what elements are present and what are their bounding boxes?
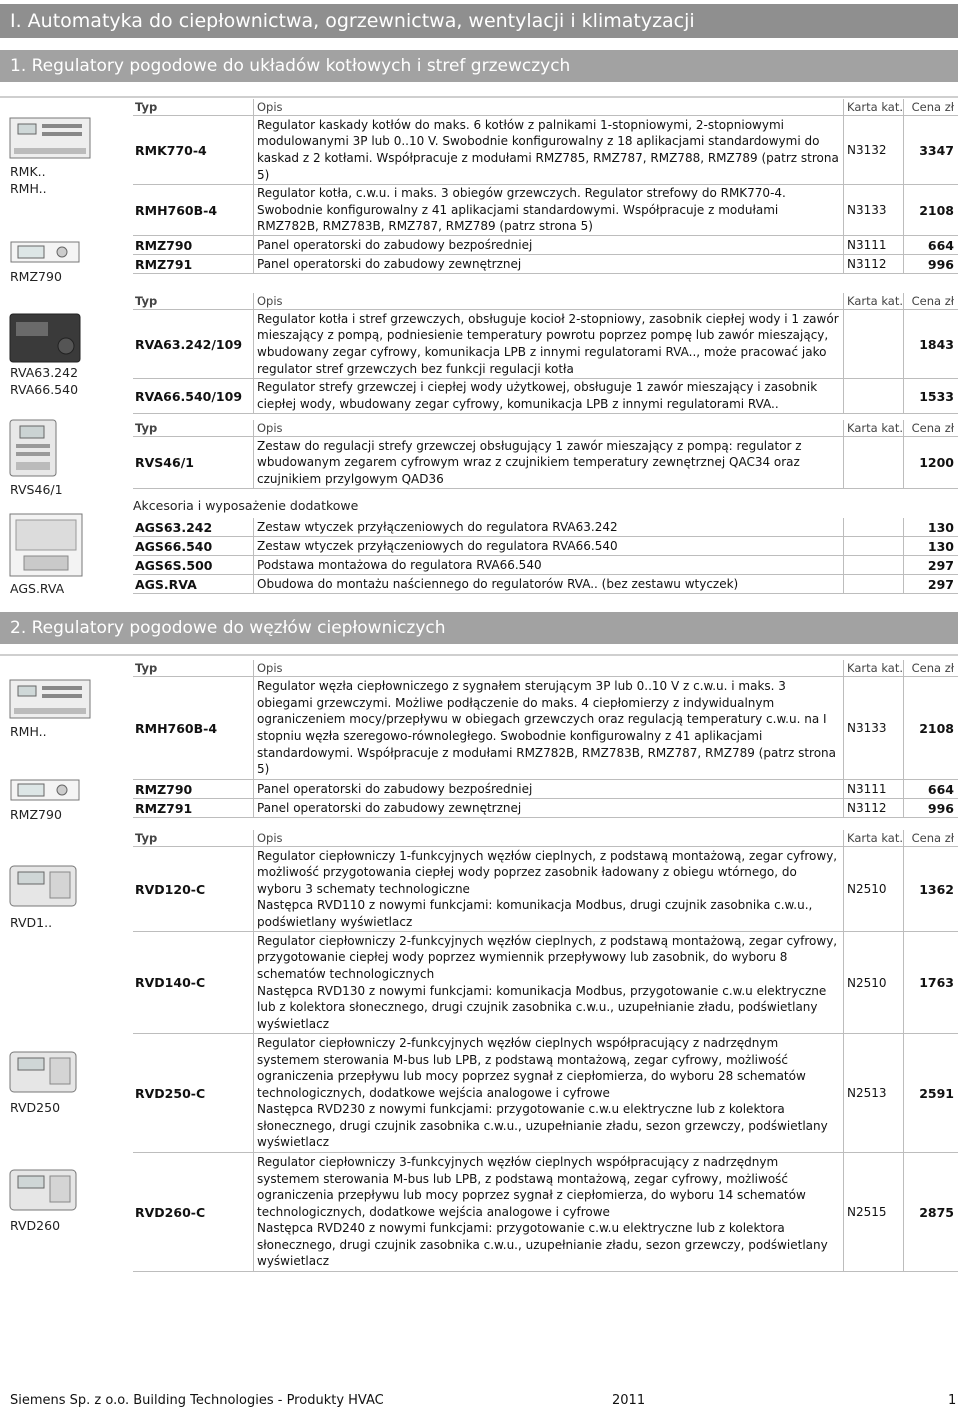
footer-page: 1: [948, 1393, 957, 1408]
table-row: [133, 537, 958, 556]
label-rmk: RMK..: [10, 164, 46, 179]
product-description: Panel operatorski do zabudowy bezpośredniej: [253, 780, 843, 798]
col-typ-header: Typ: [135, 831, 158, 845]
col-opis-header: Opis: [253, 660, 843, 676]
label-rvd250: RVD250: [10, 1100, 61, 1115]
catalog-sheet: [843, 556, 903, 574]
product-description: Regulator strefy grzewczej i ciepłej wody użytkowej, obsługuje 1 zawór mieszający i zasobnik ciepłej wody, wbudowany zegar cyfrowy, komunikacja LPB z innymi regulatorami RVA..: [253, 379, 843, 413]
table-block-e: [133, 830, 958, 1272]
label-rvd260: RVD260: [10, 1218, 61, 1233]
price: 130: [903, 537, 958, 555]
col-cena-header: Cena zł: [903, 99, 958, 115]
catalog-sheet: N3133: [843, 185, 903, 235]
table-header: [133, 420, 958, 437]
label-rmz790: RMZ790: [10, 269, 62, 284]
catalog-sheet: N3133: [843, 677, 903, 779]
rvs46-device-image: [8, 418, 60, 478]
price: 2591: [903, 1034, 958, 1152]
catalog-sheet: [843, 518, 903, 536]
col-opis-header: Opis: [253, 830, 843, 846]
col-cena-header: Cena zł: [903, 830, 958, 846]
rmh-device-image: [8, 676, 94, 722]
rmz790-device-image: [10, 240, 82, 264]
table-header: [133, 830, 958, 847]
label-rvd1: RVD1..: [10, 915, 53, 930]
table-row: [133, 932, 958, 1034]
product-description: Regulator ciepłowniczy 2-funkcyjnych węzłów cieplnych współpracujący z nadrzędnym systemem sterowania M-bus lub LPB, z podstawą montażową, zegar cyfrowy, możliwość ograniczenia przepływu lub mocy poprzez sygnał z ciepłomierza, do wyboru 28 schematów technologicznych, dodatkowe wejścia analogowe i cyfrowe Następca RVD230 z nowymi funkcjami: przygotowanie c.w.u elektryczne lub z kolektora słonecznego, drugi czujnik zasobnika c.w.u., uzupełnianie zładu, sezon grzewczy, podświetlany wyświetlacz: [253, 1034, 843, 1152]
col-opis-header: Opis: [253, 99, 843, 115]
table-block-c: [133, 420, 958, 489]
page-title: I. Automatyka do ciepłownictwa, ogrzewnictwa, wentylacji i klimatyzacji: [0, 4, 958, 38]
price: 1362: [903, 847, 958, 931]
label-rmh: RMH..: [10, 181, 47, 196]
footer-year: 2011: [612, 1393, 646, 1408]
product-code: AGS63.242: [135, 519, 213, 535]
table-accessories: [133, 518, 958, 594]
table-block-b: [133, 293, 958, 414]
price: 130: [903, 518, 958, 536]
product-description: Podstawa montażowa do regulatora RVA66.540: [253, 556, 843, 574]
product-description: Panel operatorski do zabudowy zewnętrznej: [253, 255, 843, 273]
table-row: [133, 310, 958, 379]
rva-device-image: [8, 310, 84, 366]
product-code: RVA63.242/109: [135, 336, 243, 352]
ags-rva-device-image: [8, 512, 86, 578]
table-row: [133, 185, 958, 236]
table-row: [133, 799, 958, 818]
product-code: AGS.RVA: [135, 576, 197, 592]
rmk-device-image: [8, 112, 94, 164]
product-code: RMZ791: [135, 800, 193, 816]
price: 2108: [903, 185, 958, 235]
catalog-sheet: [843, 310, 903, 378]
price: 664: [903, 236, 958, 254]
table-row: [133, 116, 958, 185]
divider: [0, 96, 958, 98]
table-row: [133, 1153, 958, 1272]
label-ags: AGS.RVA: [10, 581, 65, 596]
product-code: RVS46/1: [135, 455, 194, 470]
catalog-sheet: N3111: [843, 780, 903, 798]
col-cena-header: Cena zł: [903, 420, 958, 436]
price: 3347: [903, 116, 958, 184]
col-typ-header: Typ: [135, 100, 158, 114]
table-row: [133, 575, 958, 594]
product-description: Panel operatorski do zabudowy bezpośredniej: [253, 236, 843, 254]
col-karta-header: Karta kat.: [843, 660, 903, 676]
product-code: RMZ790: [135, 781, 193, 797]
rvd260-device-image: [8, 1164, 80, 1214]
col-opis-header: Opis: [253, 293, 843, 309]
product-description: Obudowa do montażu naściennego do regulatorów RVA.. (bez zestawu wtyczek): [253, 575, 843, 593]
product-description: Zestaw do regulacji strefy grzewczej obsługujący 1 zawór mieszający z pompą: regulator z wbudowanym zegarem cyfrowym wraz z czujnikiem temperatury zewnętrznej QAC34 oraz czujnikiem przylgowym QAD36: [253, 437, 843, 488]
price: 2875: [903, 1153, 958, 1271]
catalog-sheet: [843, 437, 903, 488]
col-typ-header: Typ: [135, 661, 158, 675]
rvd1-device-image: [8, 860, 80, 910]
table-row: [133, 236, 958, 255]
catalog-sheet: N3132: [843, 116, 903, 184]
product-code: RVD140-C: [135, 975, 206, 990]
price: 996: [903, 255, 958, 273]
section-2-title: 2. Regulatory pogodowe do węzłów ciepłowniczych: [0, 612, 958, 644]
price: 297: [903, 575, 958, 593]
product-description: Regulator ciepłowniczy 1-funkcyjnych węzłów cieplnych, z podstawą montażową, zegar cyfrowy, możliwość przygotowania ciepłej wody poprzez zasobnik ładowany z obiegu wtórnego, do wyboru 3 schematy technologiczne Następca RVD110 z nowymi funkcjami: komunikacja Modbus, drugi czujnik zasobnika c.w.u., podświetlany wyświetlacz: [253, 847, 843, 931]
product-code: RMK770-4: [135, 142, 207, 158]
table-row: [133, 780, 958, 799]
product-code: RVA66.540/109: [135, 388, 243, 404]
table-header: [133, 99, 958, 116]
product-code: RVD120-C: [135, 881, 206, 897]
product-code: RVD260-C: [135, 1204, 206, 1220]
label-rva66: RVA66.540: [10, 382, 79, 397]
catalog-sheet: N2510: [843, 932, 903, 1033]
product-description: Zestaw wtyczek przyłączeniowych do regulatora RVA63.242: [253, 518, 843, 536]
price: 297: [903, 556, 958, 574]
catalog-sheet: [843, 379, 903, 413]
col-typ-header: Typ: [135, 294, 158, 308]
label-rmz790-2: RMZ790: [10, 807, 62, 822]
table-header: [133, 293, 958, 310]
product-code: RMZ790: [135, 237, 193, 253]
label-rvs46: RVS46/1: [10, 482, 63, 497]
product-description: Regulator kotła i stref grzewczych, obsługuje kocioł 2-stopniowy, zasobnik ciepłej wody i 1 zawór mieszający z pompą, podniesienie temperatury powrotu poprzez pompę lub zawór mieszający, wbudowany zegar cyfrowy, komunikacja LPB z innymi regulatorami RVA.., może pracować jako regulator stref grzewczych bez funkcji regulacji kotła: [253, 310, 843, 378]
catalog-sheet: N2513: [843, 1034, 903, 1152]
catalog-sheet: [843, 537, 903, 555]
col-karta-header: Karta kat.: [843, 99, 903, 115]
col-opis-header: Opis: [253, 420, 843, 436]
price: 2108: [903, 677, 958, 779]
product-description: Panel operatorski do zabudowy zewnętrznej: [253, 799, 843, 817]
price: 996: [903, 799, 958, 817]
product-description: Regulator ciepłowniczy 3-funkcyjnych węzłów cieplnych współpracujący z nadrzędnym systemem sterowania M-bus lub LPB, z podstawą montażową, zegar cyfrowy, możliwość ograniczenia przepływu lub mocy poprzez sygnał z ciepłomierza, do wyboru 14 schematów technologicznych, dodatkowe wejścia analogowe i cyfrowe Następca RVD240 z nowymi funkcjami: przygotowanie c.w.u elektryczne lub z kolektora słonecznego, drugi czujnik zasobnika c.w.u., uzupełnianie zładu, sezon grzewczy, podświetlany wyświetlacz: [253, 1153, 843, 1271]
table-row: [133, 556, 958, 575]
rmz790-device-image: [10, 778, 82, 802]
catalog-sheet: N2515: [843, 1153, 903, 1271]
catalog-sheet: N3111: [843, 236, 903, 254]
product-code: RVD250-C: [135, 1085, 206, 1101]
table-row: [133, 847, 958, 932]
table-header: [133, 660, 958, 677]
col-typ-header: Typ: [135, 421, 158, 435]
product-description: Regulator ciepłowniczy 2-funkcyjnych węzłów cieplnych, z podstawą montażową, zegar cyfrowy, przygotowanie ciepłej wody poprzez wymiennik przepływowy lub zasobnik, do wyboru 8 schematów technologicznych Następca RVD130 z nowymi funkcjami: komunikacja Modbus, przygotowanie c.w.u elektryczne lub z kolektora słonecznego, drugi czujnik zasobnika c.w.u., uzupełnianie zładu, podświetlany wyświetlacz: [253, 932, 843, 1033]
footer-company: Siemens Sp. z o.o. Building Technologies - Produkty HVAC: [10, 1393, 384, 1408]
label-rva63: RVA63.242: [10, 365, 79, 380]
product-description: Regulator kaskady kotłów do maks. 6 kotłów z palnikami 1-stopniowymi, 2-stopniowymi modulowanymi 3P lub 0..10 V. Swobodnie konfigurowalny z 18 aplikacjami standardowymi do kaskad z 2 kotłami. Współpracuje z modułami RMZ785, RMZ787, RMZ788, RMZ789 (patrz strona 5): [253, 116, 843, 184]
table-row: [133, 518, 958, 537]
product-description: Regulator węzła ciepłowniczego z sygnałem sterującym 3P lub 0..10 V z c.w.u. i maks. 3 obiegami grzewczymi. Możliwe podłączenie do maks. 4 ciepłomierzy z indywidualnym ograniczeniem mocy/przepływu w obiegach grzewczych oraz regulacją temperatury c.w.u. na I stopniu węzła szeregowo-równoległego. Swobodnie konfigurowalny z 41 aplikacjami standardowymi. Współpracuje z modułami RMZ782B, RMZ783B, RMZ787, RMZ789 (patrz strona 5): [253, 677, 843, 779]
product-code: RMH760B-4: [135, 202, 218, 218]
table-row: [133, 255, 958, 274]
table-row: [133, 437, 958, 489]
table-row: [133, 1034, 958, 1153]
divider: [0, 654, 958, 656]
table-row: [133, 677, 958, 780]
col-cena-header: Cena zł: [903, 293, 958, 309]
price: 664: [903, 780, 958, 798]
label-rmh-2: RMH..: [10, 724, 47, 739]
price: 1843: [903, 310, 958, 378]
section-1-title: 1. Regulatory pogodowe do układów kotłowych i stref grzewczych: [0, 50, 958, 82]
col-cena-header: Cena zł: [903, 660, 958, 676]
catalog-sheet: [843, 575, 903, 593]
col-karta-header: Karta kat.: [843, 293, 903, 309]
table-block-a: [133, 99, 958, 274]
catalog-sheet: N3112: [843, 799, 903, 817]
product-code: AGS6S.500: [135, 557, 213, 573]
product-code: RMH760B-4: [135, 720, 218, 736]
price: 1533: [903, 379, 958, 413]
rvd250-device-image: [8, 1046, 80, 1096]
table-block-d: [133, 660, 958, 818]
product-code: RMZ791: [135, 256, 193, 272]
table-row: [133, 379, 958, 414]
price: 1200: [903, 437, 958, 488]
catalog-sheet: N3112: [843, 255, 903, 273]
price: 1763: [903, 932, 958, 1033]
product-description: Zestaw wtyczek przyłączeniowych do regulatora RVA66.540: [253, 537, 843, 555]
accessories-title: Akcesoria i wyposażenie dodatkowe: [133, 498, 359, 513]
col-karta-header: Karta kat.: [843, 830, 903, 846]
catalog-sheet: N2510: [843, 847, 903, 931]
product-description: Regulator kotła, c.w.u. i maks. 3 obiegów grzewczych. Regulator strefowy do RMK770-4. Swobodnie konfigurowalny z 41 aplikacjami standardowymi. Współpracuje z modułami RMZ782B, RMZ783B, RMZ787, RMZ789 (patrz strona 5): [253, 185, 843, 235]
col-karta-header: Karta kat.: [843, 420, 903, 436]
product-code: AGS66.540: [135, 538, 213, 554]
